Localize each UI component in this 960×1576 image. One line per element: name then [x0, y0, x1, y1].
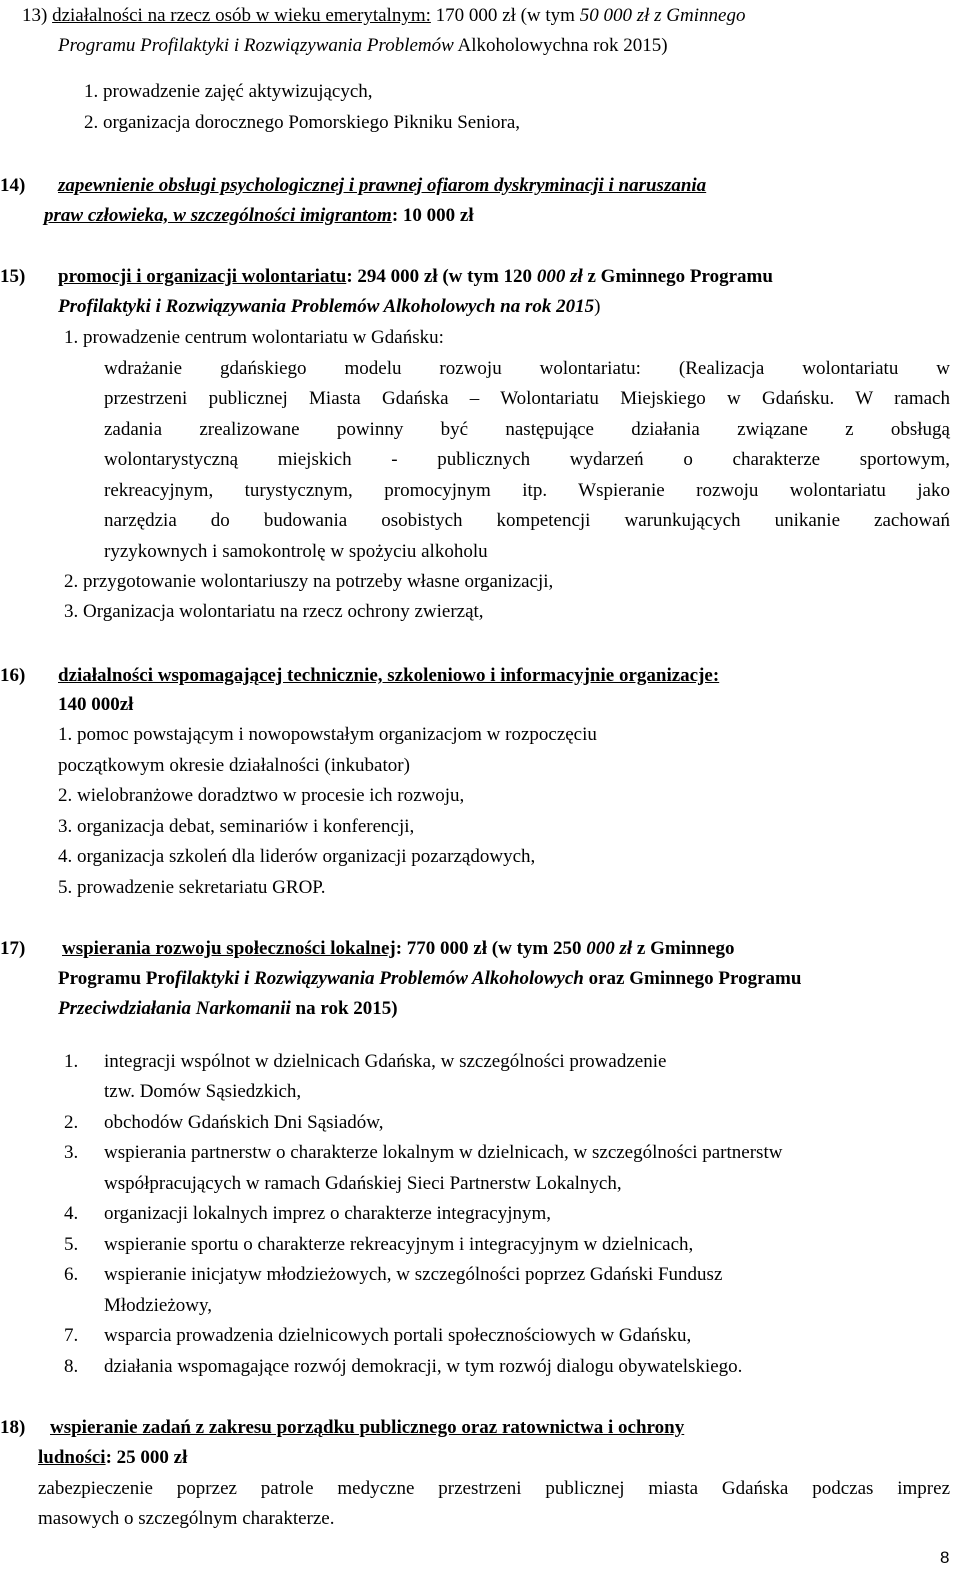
- list-item: wsparcia prowadzenia dzielnicowych portali społecznościowych w Gdańsku,: [104, 1325, 692, 1346]
- section-14-heading: [0, 174, 706, 198]
- paragraph-line: przestrzeni publicznej Miasta Gdańska – Wolontariatu Miejskiego w Gdańsku. W ramach: [104, 388, 950, 409]
- list-item-number: 5.: [64, 1234, 79, 1255]
- list-item-number: 1.: [64, 1051, 79, 1072]
- list-item-number: 4.: [64, 1203, 79, 1224]
- section-15-heading-cont: [58, 295, 600, 319]
- list-item: 2. przygotowanie wolontariuszy na potrzeby własne organizacji,: [64, 571, 554, 592]
- list-item-number: 3.: [64, 1142, 79, 1163]
- section-amount: 170 000 zł (w tym: [430, 5, 580, 26]
- list-item: 1. prowadzenie zajęć aktywizujących,: [84, 81, 373, 102]
- section-title: promocji i organizacji wolontariatu: [58, 266, 347, 287]
- paragraph-line: masowych o szczególnym charakterze.: [38, 1508, 335, 1529]
- list-item: tzw. Domów Sąsiedzkich,: [104, 1081, 302, 1102]
- list-item-number: 6.: [64, 1264, 79, 1285]
- list-item: 2. wielobranżowe doradztwo w procesie ich rozwoju,: [58, 785, 465, 806]
- list-item: 2. organizacja dorocznego Pomorskiego Pikniku Seniora,: [84, 112, 521, 133]
- paragraph-line: ryzykownych i samokontrolę w spożyciu alkoholu: [104, 541, 488, 562]
- section-title: wspieranie zadań z zakresu porządku publicznego oraz ratownictwa i ochrony: [50, 1417, 685, 1438]
- list-item: 3. organizacja debat, seminariów i konferencji,: [58, 816, 415, 837]
- section-15-heading: [0, 265, 773, 289]
- program-name-start: Programu Pro: [58, 968, 175, 989]
- section-amount: : 25 000 zł: [105, 1447, 188, 1468]
- list-item: obchodów Gdańskich Dni Sąsiadów,: [104, 1112, 384, 1133]
- section-title: działalności na rzecz osób w wieku emerytalnym:: [52, 5, 431, 26]
- program-name-rest: ): [594, 296, 601, 317]
- section-amount: : 294 000 zł (w tym 120: [346, 266, 537, 287]
- section-16-heading: [0, 664, 719, 688]
- list-item: współpracujących w ramach Gdańskiej Sieci Partnerstw Lokalnych,: [104, 1173, 622, 1194]
- section-17-heading-cont: [58, 967, 801, 991]
- paragraph-line: zadania zrealizowane powinny być następujące działania związane z obsługą: [104, 419, 950, 440]
- section-amount-italic: 000 zł: [586, 938, 633, 959]
- list-item: wspierania partnerstw o charakterze lokalnym w dzielnicach, w szczególności partnerstw: [104, 1142, 783, 1163]
- list-item: działania wspomagające rozwój demokracji, w tym rozwój dialogu obywatelskiego.: [104, 1356, 743, 1377]
- section-number: 16): [0, 665, 26, 686]
- program-name: Programu Profilaktyki i Rozwiązywania Problemów: [58, 35, 454, 56]
- program-name: Profilaktyki i Rozwiązywania Problemów Alkoholowych na rok 2015: [58, 296, 595, 317]
- section-amount-rest: z Gminnego: [632, 938, 735, 959]
- section-amount-italic: 000 zł: [536, 266, 583, 287]
- list-item: integracji wspólnot w dzielnicach Gdańska, w szczególności prowadzenie: [104, 1051, 667, 1072]
- section-17-heading: [0, 937, 735, 961]
- section-17-heading-cont2: [58, 997, 398, 1021]
- section-title: działalności wspomagającej technicznie, szkoleniowo i informacyjnie organizacje:: [58, 665, 720, 686]
- program-name: filaktyki i Rozwiązywania Problemów Alkoholowych: [174, 968, 584, 989]
- section-number: 13): [22, 5, 48, 26]
- list-item: organizacji lokalnych imprez o charakterze integracyjnym,: [104, 1203, 552, 1224]
- program-name-rest: na rok 2015): [290, 998, 398, 1019]
- list-item: początkowym okresie działalności (inkubator): [58, 755, 410, 776]
- section-title-cont: ludności: [38, 1447, 106, 1468]
- section-amount: : 10 000 zł: [391, 205, 474, 226]
- list-item: Młodzieżowy,: [104, 1295, 212, 1316]
- section-13-heading-cont: [58, 34, 668, 58]
- list-item: wspieranie inicjatyw młodzieżowych, w szczególności poprzez Gdański Fundusz: [104, 1264, 723, 1285]
- section-title: zapewnienie obsługi psychologicznej i prawnej ofiarom dyskryminacji i naruszania: [58, 175, 707, 196]
- section-13-heading: [22, 4, 745, 28]
- paragraph-line: wdrażanie gdańskiego modelu rozwoju wolontariatu: (Realizacja wolontariatu w: [104, 358, 950, 379]
- page-number: 8: [940, 1548, 950, 1567]
- section-18-heading-cont: [38, 1446, 187, 1470]
- paragraph-line: rekreacyjnym, turystycznym, promocyjnym itp. Wspieranie rozwoju wolontariatu jako: [104, 480, 950, 501]
- list-item-number: 8.: [64, 1356, 79, 1377]
- program-name-rest: Alkoholowychna rok 2015): [453, 35, 668, 56]
- list-item: 1. pomoc powstającym i nowopowstałym organizacjom w rozpoczęciu: [58, 724, 597, 745]
- section-title: wspierania rozwoju społeczności lokalnej: [62, 938, 396, 959]
- list-item: 4. organizacja szkoleń dla liderów organizacji pozarządowych,: [58, 846, 536, 867]
- section-number: 15): [0, 266, 26, 287]
- paragraph-line: wolontarystyczną miejskich - publicznych wydarzeń o charakterze sportowym,: [104, 449, 950, 470]
- section-number: 14): [0, 175, 26, 196]
- section-number: 18): [0, 1417, 26, 1438]
- program-name-rest: oraz Gminnego Programu: [583, 968, 802, 989]
- section-amount-rest: z Gminnego Programu: [582, 266, 773, 287]
- list-item: wspieranie sportu o charakterze rekreacyjnym i integracyjnym w dzielnicach,: [104, 1234, 694, 1255]
- section-amount: 140 000zł: [58, 694, 134, 715]
- section-14-heading-cont: [44, 204, 474, 228]
- section-number: 17): [0, 938, 26, 959]
- section-amount: : 770 000 zł (w tym 250: [395, 938, 587, 959]
- list-item: 3. Organizacja wolontariatu na rzecz ochrony zwierząt,: [64, 601, 484, 622]
- paragraph-line: narzędzia do budowania osobistych kompetencji warunkujących unikanie zachowań: [104, 510, 950, 531]
- section-amount-note: 50 000 zł z Gminnego: [579, 5, 746, 26]
- section-title-cont: praw człowieka, w szczególności imigrantom: [44, 205, 392, 226]
- list-item: 5. prowadzenie sekretariatu GROP.: [58, 877, 326, 898]
- section-18-heading: [0, 1416, 684, 1440]
- list-item-number: 7.: [64, 1325, 79, 1346]
- paragraph-line: zabezpieczenie poprzez patrole medyczne przestrzeni publicznej miasta Gdańska podczas imprez: [38, 1478, 950, 1499]
- list-item: 1. prowadzenie centrum wolontariatu w Gdańsku:: [64, 327, 444, 348]
- list-item-number: 2.: [64, 1112, 79, 1133]
- program-name: Przeciwdziałania Narkomanii: [58, 998, 291, 1019]
